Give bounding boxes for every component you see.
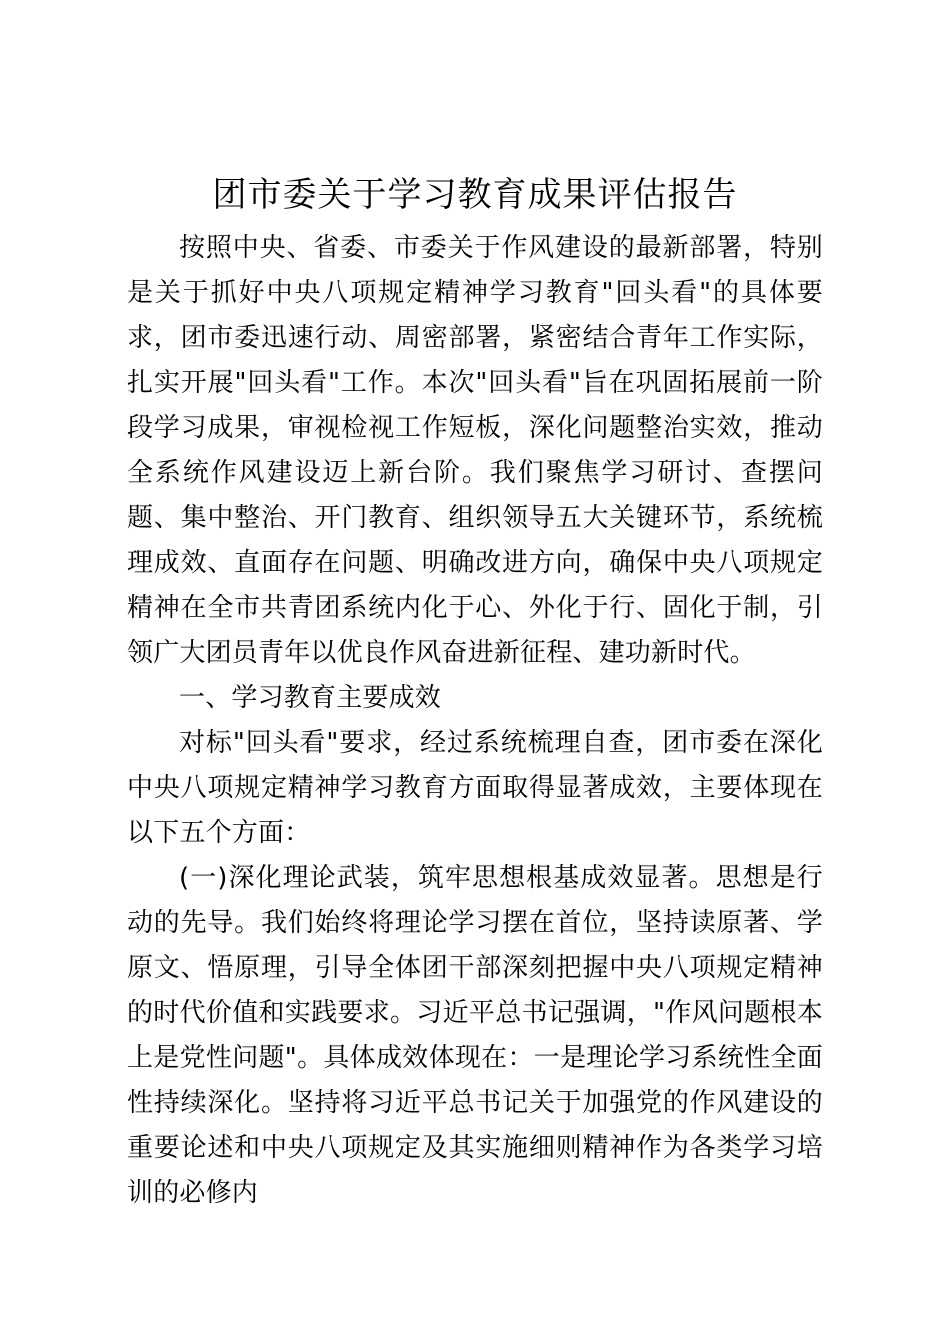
section-heading-1: 一、学习教育主要成效 [179,683,442,713]
document-body [127,226,823,1216]
body-paragraph-summary: 对标"回头看"要求，经过系统梳理自查，团市委在深化中央八项规定精神学习教育方面取得显著成效，主要体现在以下五个方面： [127,728,823,848]
body-paragraph-item-1: (一)深化理论武装，筑牢思想根基成效显著。思想是行动的先导。我们始终将理论学习摆在首位，坚持读原著、学原文、悟原理，引导全体团干部深刻把握中央八项规定精神的时代价值和实践要求。习近平总书记强调，"作风问题根本上是党性问题"。具体成效体现在：一是理论学习系统性全面性持续深化。坚持将习近平总书记关于加强党的作风建设的重要论述和中央八项规定及其实施细则精神作为各类学习培训的必修内 [127,863,823,1208]
body-paragraph-intro: 按照中央、省委、市委关于作风建设的最新部署，特别是关于抓好中央八项规定精神学习教育"回头看"的具体要求，团市委迅速行动、周密部署，紧密结合青年工作实际，扎实开展"回头看"工作。本次"回头看"旨在巩固拓展前一阶段学习成果，审视检视工作短板，深化问题整治实效，推动全系统作风建设迈上新台阶。我们聚焦学习研讨、查摆问题、集中整治、开门教育、组织领导五大关键环节，系统梳理成效、直面存在问题、明确改进方向，确保中央八项规定精神在全市共青团系统内化于心、外化于行、固化于制，引领广大团员青年以优良作风奋进新征程、建功新时代。 [127,233,823,668]
document-title: 团市委关于学习教育成果评估报告 [212,175,738,215]
